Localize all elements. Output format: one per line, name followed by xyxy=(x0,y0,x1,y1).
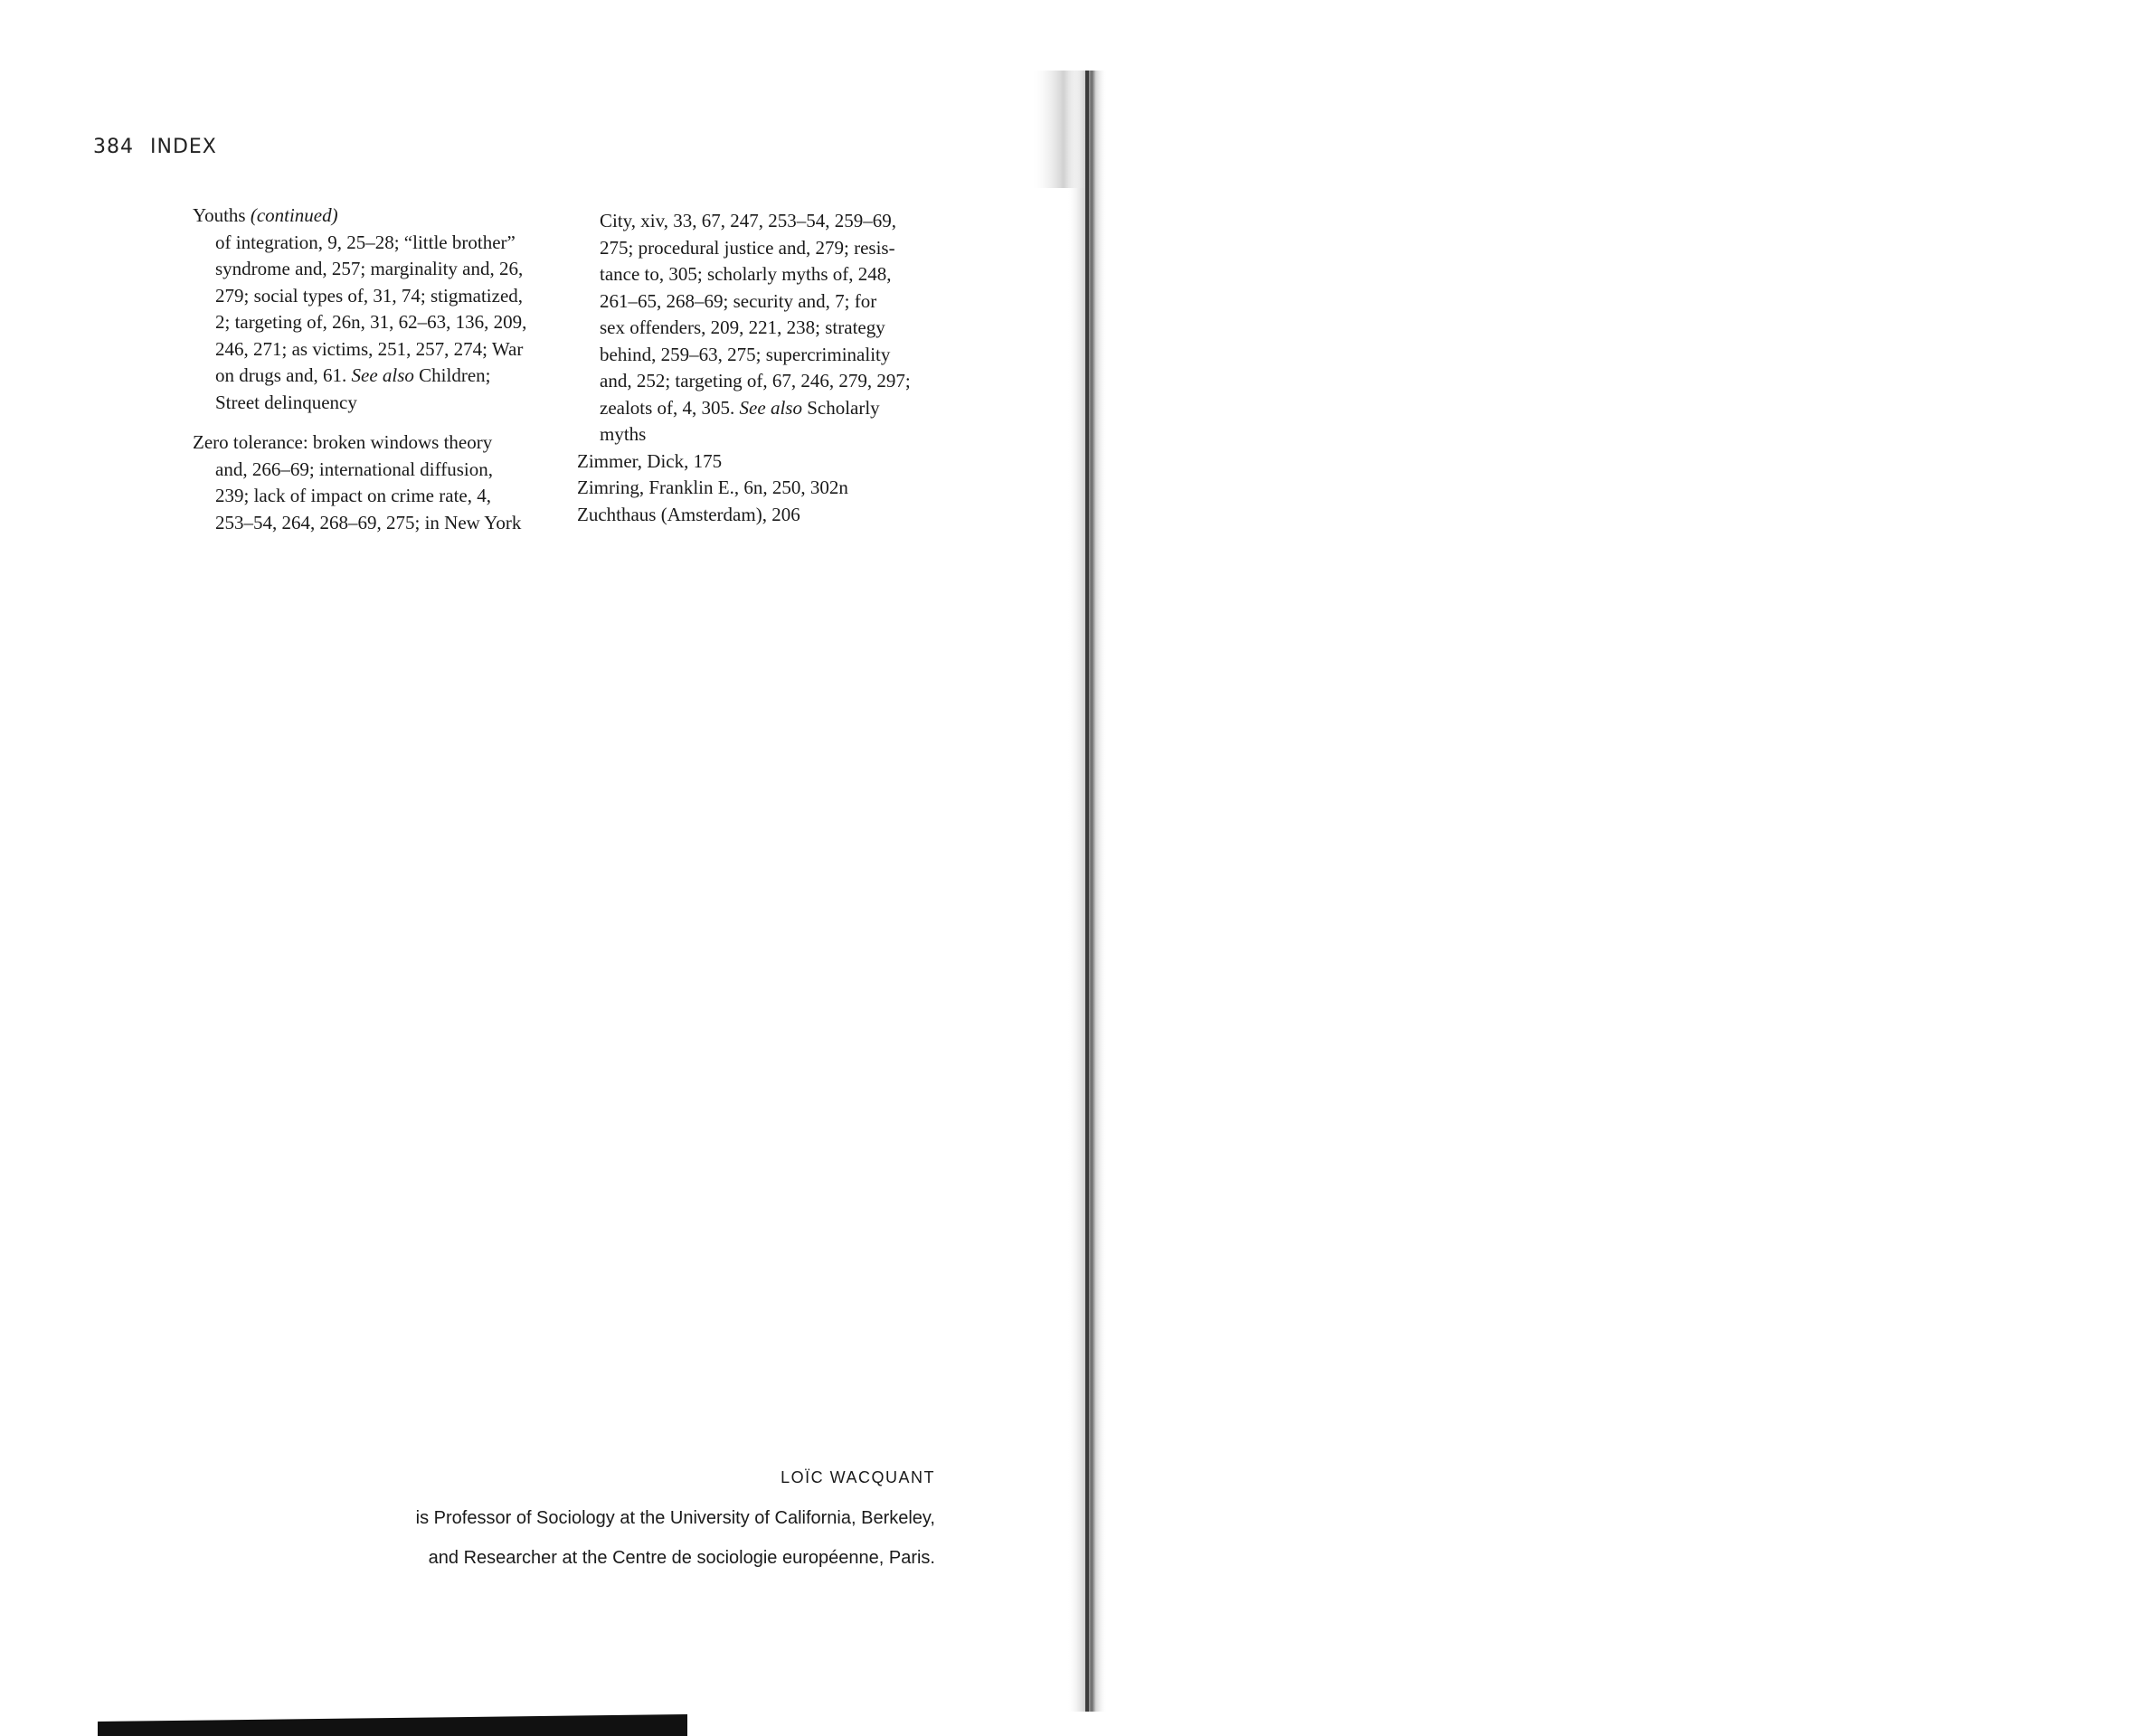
see-also-label: See also xyxy=(739,396,802,419)
entry-term: Youths xyxy=(193,204,246,226)
entry-text: zealots of, 4, 305. xyxy=(600,396,740,419)
entry-line: Street delinquency xyxy=(215,391,357,413)
gutter-shadow xyxy=(1031,71,1107,1712)
author-name: LOÏC WACQUANT xyxy=(781,1468,935,1486)
index-entry-zuchthaus xyxy=(577,502,957,529)
section-title: INDEX xyxy=(150,136,217,158)
entry-line: and, 252; targeting of, 67, 246, 279, 297; xyxy=(600,370,911,392)
page-number: 384 xyxy=(93,136,134,158)
index-entry-zero-tolerance-continued xyxy=(577,208,957,448)
index-column-left xyxy=(193,203,572,536)
index-entry-zero-tolerance xyxy=(193,429,572,536)
entry-line: sex offenders, 209, 221, 238; strategy xyxy=(600,316,885,338)
index-entry-zimmer xyxy=(577,448,957,476)
bottom-black-bar xyxy=(98,1714,687,1736)
entry-heading: Zuchthaus (Amsterdam), 206 xyxy=(577,503,800,525)
entry-line: and, 266–69; international diffusion, xyxy=(215,458,493,480)
entry-line: 275; procedural justice and, 279; resis- xyxy=(600,236,895,259)
entry-line xyxy=(193,363,572,390)
entry-line: behind, 259–63, 275; supercriminality xyxy=(600,343,891,365)
entry-line: 2; targeting of, 26n, 31, 62–63, 136, 209, xyxy=(215,311,527,333)
continued-label: (continued) xyxy=(250,204,338,226)
entry-heading: Zimmer, Dick, 175 xyxy=(577,449,723,472)
see-also-label: See also xyxy=(351,364,414,386)
entry-line: 239; lack of impact on crime rate, 4, xyxy=(215,485,491,506)
entry-heading: Zero tolerance: broken windows theory xyxy=(193,431,493,453)
entry-text: Scholarly xyxy=(801,396,880,419)
entry-line: 253–54, 264, 268–69, 275; in New York xyxy=(215,511,522,533)
entry-heading: Zimring, Franklin E., 6n, 250, 302n xyxy=(577,476,848,498)
entry-line: myths xyxy=(600,423,647,445)
entry-line: 261–65, 268–69; security and, 7; for xyxy=(600,289,877,312)
entry-heading xyxy=(193,203,572,230)
entry-line: 279; social types of, 31, 74; stigmatized, xyxy=(215,284,524,307)
entry-line xyxy=(577,395,957,422)
entry-text: Children; xyxy=(413,364,491,386)
entry-line: City, xiv, 33, 67, 247, 253–54, 259–69, xyxy=(600,210,897,231)
entry-text: on drugs and, 61. xyxy=(215,364,352,386)
entry-line: tance to, 305; scholarly myths of, 248, xyxy=(600,263,892,285)
index-entry-youths xyxy=(193,203,572,416)
author-bio-line: and Researcher at the Centre de sociologie européenne, Paris. xyxy=(428,1548,935,1568)
running-header xyxy=(93,136,217,158)
author-bio-line: is Professor of Sociology at the University of California, Berkeley, xyxy=(415,1508,935,1528)
index-column-right xyxy=(577,208,957,528)
entry-line: of integration, 9, 25–28; “little brother” xyxy=(215,231,516,253)
entry-line: syndrome and, 257; marginality and, 26, xyxy=(215,258,524,279)
index-entry-zimring xyxy=(577,475,957,502)
entry-line: 246, 271; as victims, 251, 257, 274; War xyxy=(215,337,524,360)
